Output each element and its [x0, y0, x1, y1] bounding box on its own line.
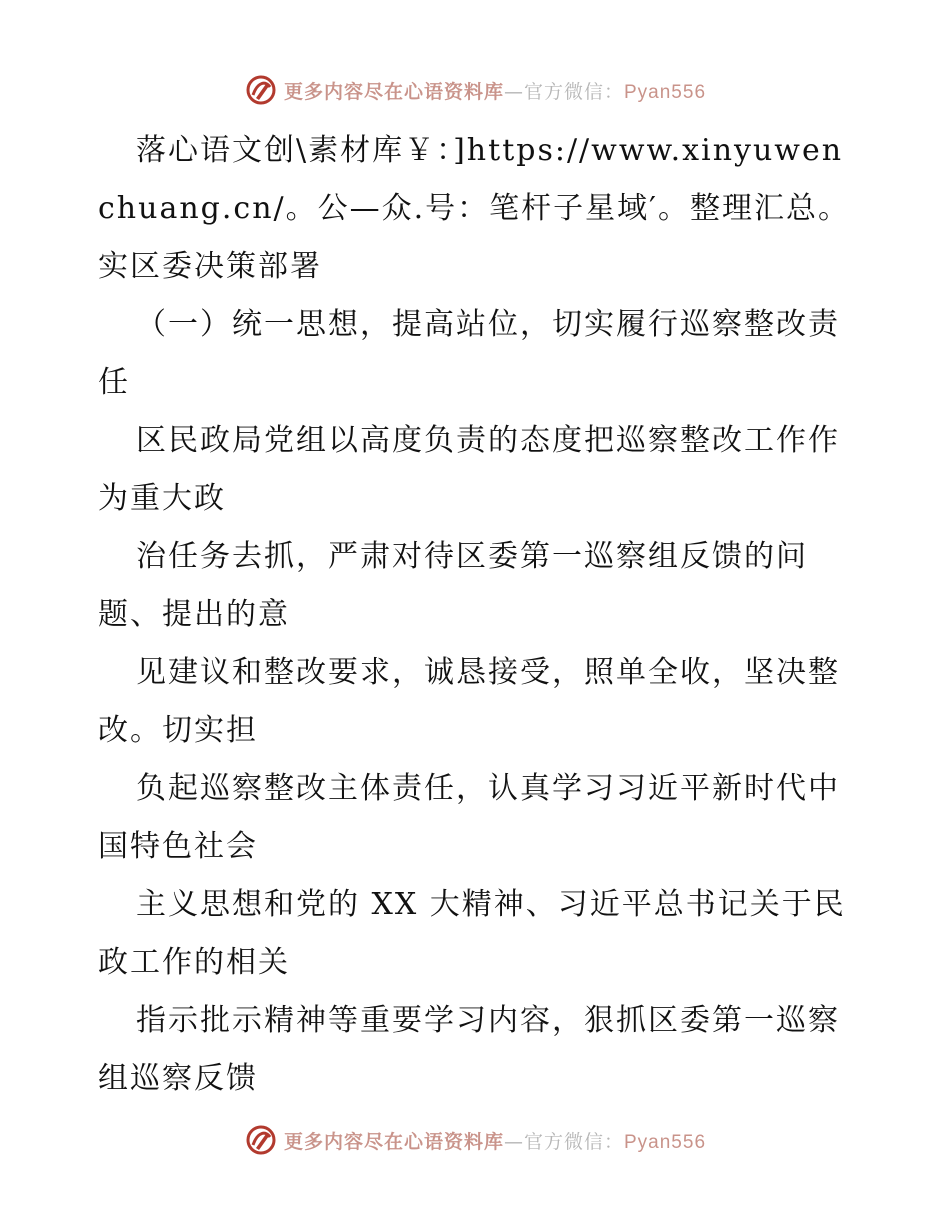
- banner-main-text: 更多内容尽在心语资料库: [283, 1130, 504, 1153]
- header-banner: [0, 70, 950, 110]
- paragraph: （一）统一思想，提高站位，切实履行巡察整改责任: [98, 307, 840, 400]
- footer-banner: [0, 1120, 950, 1160]
- banner-dash: —: [503, 1130, 524, 1153]
- banner-sub-text: 官方微信：: [523, 80, 624, 103]
- red-pen-swirl-logo-icon: [244, 1123, 278, 1157]
- paragraph: 指示批示精神等重要学习内容，狠抓区委第一巡察组巡察反馈: [98, 1003, 840, 1096]
- banner-dash: —: [503, 80, 524, 103]
- banner-wechat-id: Pyan556: [624, 81, 707, 103]
- banner-wechat-id: Pyan556: [624, 1131, 707, 1153]
- paragraph: 区民政局党组以高度负责的态度把巡察整改工作作为重大政: [98, 423, 840, 516]
- red-pen-swirl-logo-icon: [244, 73, 278, 107]
- document-body: [98, 122, 858, 1108]
- paragraph: 落心语文创\素材库￥：]https://www.xinyuwenchuang.cn/。公—众.号：笔杆子星域′。整理汇总。实区委决策部署: [98, 133, 850, 284]
- banner-text: [284, 77, 706, 104]
- banner-sub-text: 官方微信：: [523, 1130, 624, 1153]
- banner-main-text: 更多内容尽在心语资料库: [283, 80, 504, 103]
- banner-text: [284, 1127, 706, 1154]
- paragraph: 主义思想和党的 XX 大精神、习近平总书记关于民政工作的相关: [98, 887, 846, 980]
- paragraph: 治任务去抓，严肃对待区委第一巡察组反馈的问题、提出的意: [98, 539, 808, 632]
- paragraph: 负起巡察整改主体责任，认真学习习近平新时代中国特色社会: [98, 771, 840, 864]
- paragraph: 见建议和整改要求，诚恳接受，照单全收，坚决整改。切实担: [98, 655, 840, 748]
